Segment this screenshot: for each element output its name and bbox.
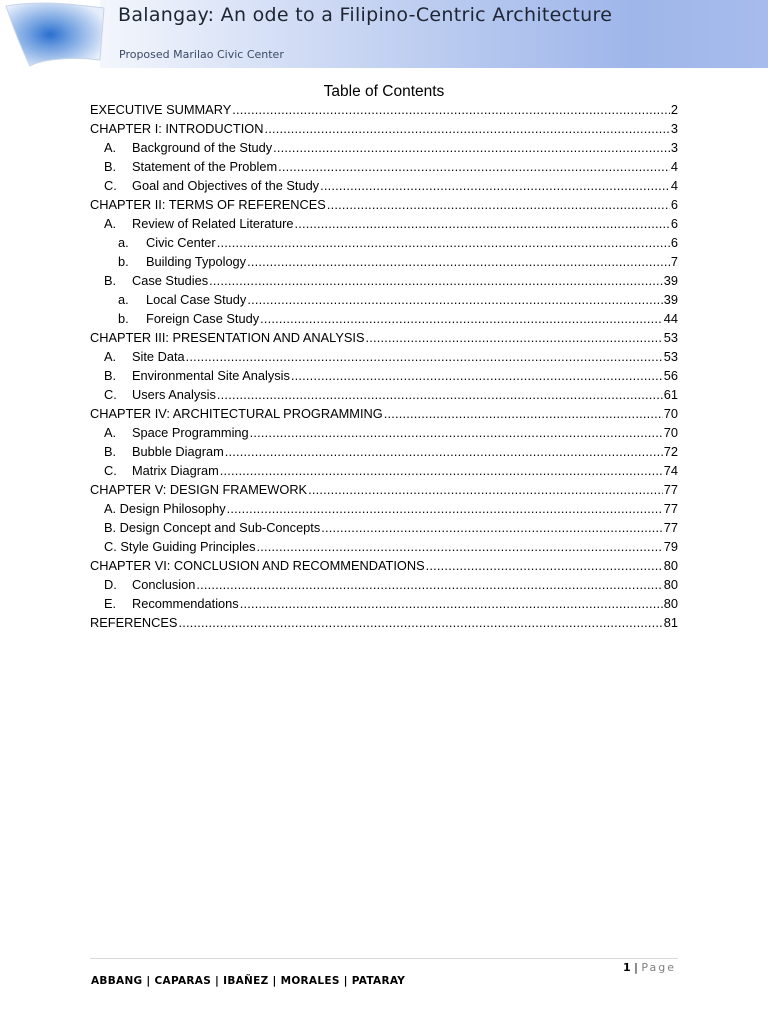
toc-entry-page: 70 xyxy=(663,406,678,421)
toc-entry-page: 4 xyxy=(670,159,678,174)
toc-entry[interactable] xyxy=(90,385,678,404)
toc-entry[interactable] xyxy=(90,404,678,423)
toc-leader-dots xyxy=(247,290,662,309)
toc-leader-dots xyxy=(217,233,670,252)
toc-entry-page: 2 xyxy=(670,102,678,117)
toc-entry-page: 6 xyxy=(670,235,678,250)
toc-entry-marker: A. xyxy=(104,140,117,155)
toc-entry[interactable] xyxy=(90,233,678,252)
toc-leader-dots xyxy=(227,499,663,518)
toc-entry-label: Conclusion xyxy=(132,577,196,592)
toc-entry[interactable] xyxy=(90,195,678,214)
toc-entry-page: 77 xyxy=(663,520,678,535)
toc-leader-dots xyxy=(178,613,662,632)
toc-entry-label: CHAPTER II: TERMS OF REFERENCES xyxy=(90,197,326,212)
toc-leader-dots xyxy=(294,214,669,233)
toc-entry-page: 77 xyxy=(663,501,678,516)
toc-entry-page: 53 xyxy=(663,330,678,345)
toc-leader-dots xyxy=(260,309,663,328)
toc-entry-label: Foreign Case Study xyxy=(146,311,260,326)
toc-entry[interactable] xyxy=(90,594,678,613)
toc-entry[interactable] xyxy=(90,423,678,442)
toc-leader-dots xyxy=(186,347,663,366)
document-title: Balangay: An ode to a Filipino-Centric Architecture xyxy=(118,4,613,26)
toc-entry[interactable] xyxy=(90,309,678,328)
toc-entry-marker: B. xyxy=(104,368,117,383)
toc-leader-dots xyxy=(196,575,662,594)
toc-entry-page: 80 xyxy=(663,577,678,592)
toc-leader-dots xyxy=(209,271,663,290)
toc-entry-page: 70 xyxy=(663,425,678,440)
toc-entry-page: 79 xyxy=(663,539,678,554)
toc-entry-page: 72 xyxy=(663,444,678,459)
toc-entry-label: Civic Center xyxy=(146,235,216,250)
toc-entry[interactable] xyxy=(90,480,678,499)
flag-logo-icon xyxy=(0,0,110,68)
toc-entry[interactable] xyxy=(90,575,678,594)
toc-entry-label: CHAPTER IV: ARCHITECTURAL PROGRAMMING xyxy=(90,406,383,421)
toc-entry-page: 74 xyxy=(663,463,678,478)
toc-entry[interactable] xyxy=(90,214,678,233)
footer-page-number xyxy=(623,961,676,974)
toc-leader-dots xyxy=(264,119,669,138)
toc-entry[interactable] xyxy=(90,613,678,632)
toc-entry-label: Goal and Objectives of the Study xyxy=(132,178,320,193)
toc-entry-label: Review of Related Literature xyxy=(132,216,294,231)
toc-entry[interactable] xyxy=(90,271,678,290)
toc-leader-dots xyxy=(384,404,663,423)
toc-entry-label: Building Typology xyxy=(146,254,247,269)
toc-entry[interactable] xyxy=(90,347,678,366)
toc-entry[interactable] xyxy=(90,138,678,157)
toc-entry-page: 4 xyxy=(670,178,678,193)
toc-entry-label: Recommendations xyxy=(132,596,239,611)
toc-entry-label: Background of the Study xyxy=(132,140,273,155)
toc-leader-dots xyxy=(250,423,663,442)
toc-entry-marker: A. xyxy=(104,216,117,231)
toc-entry-marker: B. xyxy=(104,159,117,174)
toc-leader-dots xyxy=(240,594,663,613)
toc-leader-dots xyxy=(232,100,670,119)
page-number: 1 xyxy=(623,961,631,974)
toc-entry-page: 61 xyxy=(663,387,678,402)
table-of-contents xyxy=(90,100,678,632)
toc-entry-marker: a. xyxy=(118,292,129,307)
toc-entry-label: Space Programming xyxy=(132,425,249,440)
toc-entry-label: Bubble Diagram xyxy=(132,444,224,459)
toc-entry-marker: C. xyxy=(104,387,117,402)
toc-entry[interactable] xyxy=(90,461,678,480)
toc-leader-dots xyxy=(257,537,663,556)
toc-leader-dots xyxy=(321,518,663,537)
toc-entry-label: C. Style Guiding Principles xyxy=(104,539,256,554)
toc-entry[interactable] xyxy=(90,176,678,195)
toc-entry-label: CHAPTER VI: CONCLUSION AND RECOMMENDATIONS xyxy=(90,558,425,573)
toc-leader-dots xyxy=(225,442,663,461)
toc-leader-dots xyxy=(365,328,662,347)
toc-entry[interactable] xyxy=(90,518,678,537)
toc-entry-marker: C. xyxy=(104,178,117,193)
toc-entry-page: 6 xyxy=(670,197,678,212)
toc-entry-label: Matrix Diagram xyxy=(132,463,219,478)
toc-entry-page: 56 xyxy=(663,368,678,383)
page-separator: | xyxy=(630,961,642,974)
toc-entry-page: 80 xyxy=(663,596,678,611)
toc-leader-dots xyxy=(278,157,670,176)
toc-entry-page: 80 xyxy=(663,558,678,573)
toc-leader-dots xyxy=(426,556,663,575)
toc-entry[interactable] xyxy=(90,537,678,556)
toc-entry-label: Site Data xyxy=(132,349,185,364)
toc-entry-marker: b. xyxy=(118,311,129,326)
toc-leader-dots xyxy=(217,385,663,404)
toc-entry-page: 39 xyxy=(663,273,678,288)
toc-entry[interactable] xyxy=(90,100,678,119)
toc-entry-page: 39 xyxy=(663,292,678,307)
page-word: Page xyxy=(641,961,676,974)
toc-entry[interactable] xyxy=(90,252,678,271)
toc-heading: Table of Contents xyxy=(323,83,445,100)
footer-divider xyxy=(90,958,678,959)
page-header xyxy=(0,0,768,68)
toc-entry-marker: A. xyxy=(104,349,117,364)
toc-entry-marker: B. xyxy=(104,444,117,459)
document-subtitle: Proposed Marilao Civic Center xyxy=(119,48,284,61)
toc-entry[interactable] xyxy=(90,442,678,461)
toc-entry-label: Statement of the Problem xyxy=(132,159,278,174)
toc-entry-marker: B. xyxy=(104,273,117,288)
toc-entry[interactable] xyxy=(90,290,678,309)
toc-entry-marker: b. xyxy=(118,254,129,269)
toc-entry-page: 44 xyxy=(663,311,678,326)
toc-entry-label: CHAPTER V: DESIGN FRAMEWORK xyxy=(90,482,308,497)
toc-entry-label: Users Analysis xyxy=(132,387,216,402)
toc-entry-marker: D. xyxy=(104,577,117,592)
toc-entry-label: EXECUTIVE SUMMARY xyxy=(90,102,232,117)
toc-entry-label: Case Studies xyxy=(132,273,209,288)
toc-entry[interactable] xyxy=(90,328,678,347)
footer-authors: ABBANG | CAPARAS | IBAÑEZ | MORALES | PATARAY xyxy=(91,975,406,987)
toc-entry-page: 53 xyxy=(663,349,678,364)
toc-entry-marker: a. xyxy=(118,235,129,250)
toc-entry-marker: A. xyxy=(104,425,117,440)
toc-leader-dots xyxy=(320,176,670,195)
toc-entry-page: 81 xyxy=(663,615,678,630)
toc-entry-label: CHAPTER III: PRESENTATION AND ANALYSIS xyxy=(90,330,365,345)
toc-entry-label: REFERENCES xyxy=(90,615,178,630)
toc-entry[interactable] xyxy=(90,366,678,385)
toc-entry[interactable] xyxy=(90,157,678,176)
toc-entry-label: CHAPTER I: INTRODUCTION xyxy=(90,121,264,136)
toc-entry-page: 7 xyxy=(670,254,678,269)
toc-entry-page: 3 xyxy=(670,140,678,155)
toc-entry-page: 77 xyxy=(663,482,678,497)
toc-entry-label: Local Case Study xyxy=(146,292,247,307)
toc-entry-label: A. Design Philosophy xyxy=(104,501,226,516)
toc-entry-page: 3 xyxy=(670,121,678,136)
toc-leader-dots xyxy=(273,138,670,157)
toc-entry[interactable] xyxy=(90,499,678,518)
toc-entry-label: B. Design Concept and Sub-Concepts xyxy=(104,520,321,535)
toc-entry[interactable] xyxy=(90,556,678,575)
toc-entry[interactable] xyxy=(90,119,678,138)
toc-leader-dots xyxy=(327,195,670,214)
toc-leader-dots xyxy=(220,461,663,480)
toc-entry-label: Environmental Site Analysis xyxy=(132,368,290,383)
toc-leader-dots xyxy=(247,252,670,271)
toc-entry-marker: E. xyxy=(104,596,117,611)
toc-entry-page: 6 xyxy=(670,216,678,231)
toc-leader-dots xyxy=(308,480,663,499)
toc-entry-marker: C. xyxy=(104,463,117,478)
toc-leader-dots xyxy=(291,366,663,385)
